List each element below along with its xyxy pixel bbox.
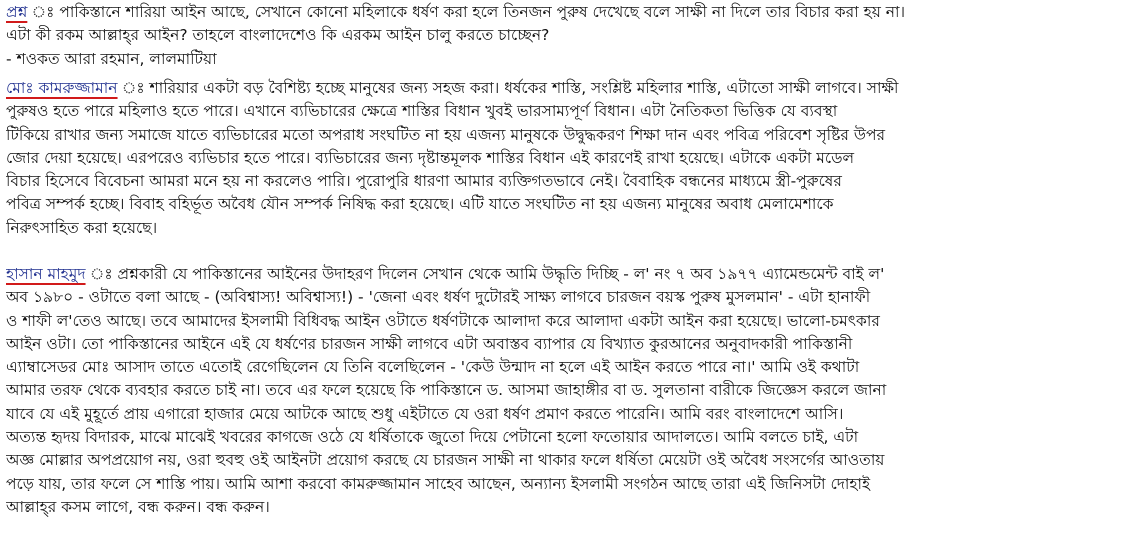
answer1-text: ঃ শারিয়ার একটা বড় বৈশিষ্ট্য হচ্ছে মানুষের জন্য সহজ করা। ধর্ষকের শাস্তি, সংশ্লিষ্ট মহিলার শাস্তি, এটাতো সাক্ষী লাগবে। সাক্ষী [144,79,899,97]
question-text: ঃ পাকিস্তানে শারিয়া আইন আছে, সেখানে কোনো মহিলাকে ধর্ষণ করা হলে তিনজন পুরুষ দেখেছে বলে সাক্ষী না দিলে তার বিচার করা হয় না। [54,3,906,21]
answer-hasan-block [6,263,1118,519]
answer1-speaker-label: মোঃ কামরুজ্জামান [6,79,118,97]
answer2-line-9: অজ্ঞ মোল্লার অপপ্রয়োগ নয়, ওরা হুবহু ওই আইনটা প্রয়োগ করছে যে চারজন সাক্ষী না থাকার ফলে ধর্ষিতা মেয়েটা ওই অবৈধ সংসর্গের আওতায় [6,451,885,470]
answer2-line-3: ও শাফী ল'তেও আছে। তবে আমাদের ইসলামী বিধিবদ্ধ আইন ওটাতে ধর্ষণটাকে আলাদা করে আলাদা একটা আইন করা হয়েছে। ভালো-চমৎকার [6,311,880,330]
answer2-line-4: আইন ওটা। তো পাকিস্তানের আইনে এই যে ধর্ষণের চারজন সাক্ষী লাগবে এটা অবাস্তব ব্যাপার যে বিখ্যাত কুরআনের অনুবাদকারী পাকিস্তানী [6,334,853,353]
answer1-line-7: নিরুৎসাহিত করা হয়েছে। [6,218,158,237]
answer2-line-8: অত্যন্ত হৃদয় বিদারক, মাঝে মাঝেই খবরের কাগজে ওঠে যে ধর্ষিতাকে জুতো দিয়ে পেটানো হলো ফতোয়ার আদালতে। আমি বলতে চাই, এটা [6,428,859,447]
question-line-1 [6,1,1118,24]
answer2-speaker-label: হাসান মাহমুদ [6,265,86,283]
answer1-line-3: টিকিয়ে রাখার জন্য সমাজে যাতে ব্যভিচারের মতো অপরাধ সংঘটিত না হয় এজন্য মানুষকে উদ্বুদ্ধকরণ শিক্ষা দান এবং পবিত্র পরিবেশ সৃষ্টির উপর [6,125,885,144]
answer2-line-7: যাবে যে এই মুহূর্তে প্রায় এগারো হাজার মেয়ে আটকে আছে শুধু এইটাতে যে ওরা ধর্ষণ প্রমাণ করতে পারেনি। আমি বরং বাংলাদেশে আসি। [6,404,844,423]
question-block [6,1,1118,71]
answer2-line-5: এ্যাম্বাসেডর মোঃ আসাদ তাতে এতোই রেগেছিলেন যে তিনি বলেছিলেন - 'কেউ উন্মাদ না হলে এই আইন করতে পারে না।' আমি ওই কথাটা [6,358,860,377]
question-line-2: এটা কী রকম আল্লাহ্‌র আইন? তাহলে বাংলাদেশেও কি এরকম আইন চালু করতে চাচ্ছেন? [6,26,550,45]
answer2-line-1 [6,263,1118,286]
answer2-line-11: আল্লাহ্‌র কসম লাগে, বন্ধ করুন। বন্ধ করুন। [6,497,270,516]
answer1-line-6: পবিত্র সম্পর্ক হচ্ছে। বিবাহ বহির্ভূত অবৈধ যৌন সম্পর্ক নিষিদ্ধ করা হয়েছে। এটি যাতে সংঘটিত না হয় এজন্য মানুষের অবাধ মেলামেশাকে [6,195,834,214]
answer1-line-4: জোর দেয়া হয়েছে। এরপরেও ব্যভিচার হতে পারে। ব্যভিচারের জন্য দৃষ্টান্তমূলক শাস্তির বিধান এই কারণেই রাখা হয়েছে। এটাকে একটা মডেল [6,148,855,167]
answer-kamruzzaman-block [6,77,1118,240]
answer1-line-1 [6,77,1118,100]
question-speaker-label: প্রশ্ন [6,3,28,21]
answer2-line-6: আমার তরফ থেকে ব্যবহার করতে চাই না। তবে এর ফলে হয়েছে কি পাকিস্তানে ড. আসমা জাহাঙ্গীর বা ড. সুলতানা বারীকে জিজ্ঞেস করলে জানা [6,381,887,400]
question-signature: - শওকত আরা রহমান, লালমাটিয়া [6,49,217,68]
answer2-line-2: অব ১৯৮০ - ওটাতে বলা আছে - (অবিশ্বাস্য! অবিশ্বাস্য!) - 'জেনা এবং ধর্ষণ দুটোরই সাক্ষ্য লাগবে চারজন বয়স্ক পুরুষ মুসলমান' - এটা হানাফী [6,288,871,307]
answer2-line-10: পড়ে যায়, তার ফলে সে শাস্তি পায়। আমি আশা করবো কামরুজ্জামান সাহেব আছেন, অন্যান্য ইসলামী সংগঠন আছে তারা এই জিনিসটা দোহাই [6,474,871,493]
answer1-line-5: বিচার হিসেবে বিবেচনা আমরা মনে হয় না করলেও পারি। পুরোপুরি ধারণা আমার ব্যক্তিগতভাবে নেই। বৈবাহিক বন্ধনের মাধ্যমে স্ত্রী-পুরুষের [6,172,842,191]
answer1-line-2: পুরুষও হতে পারে মহিলাও হতে পারে। এখানে ব্যভিচারের ক্ষেত্রে শাস্তির বিধান খুবই ভারসাম্যপূর্ণ বিধান। এটা নৈতিকতা ভিত্তিক যে ব্যবস্থা [6,102,838,121]
answer2-text: ঃ প্রশ্নকারী যে পাকিস্তানের আইনের উদাহরণ দিলেন সেখান থেকে আমি উদ্ধৃতি দিচ্ছি - ল' নং ৭ অব ১৯৭৭ এ্যামেন্ডমেন্ট বাই ল' [112,265,885,283]
